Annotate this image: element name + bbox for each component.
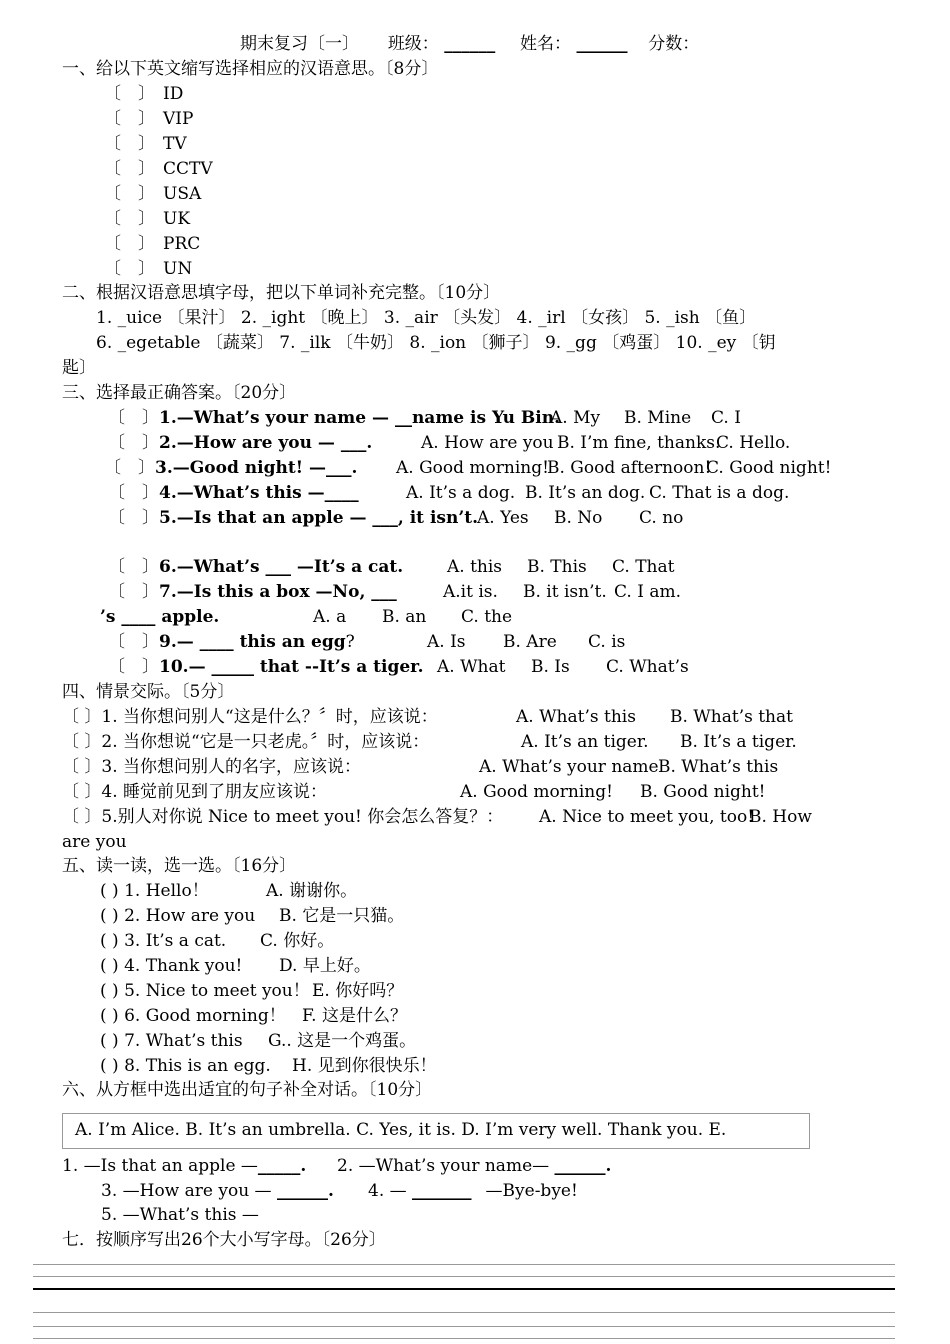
answer-bracket[interactable]: 〔 〕	[104, 209, 155, 229]
s6-dialogue-1: 1. —Is that an apple —_____.	[62, 1156, 307, 1176]
s3-question-6: 〔 〕6.—What’s ___ —It’s a cat.	[108, 557, 404, 577]
answer-bracket[interactable]: 〔 〕	[108, 582, 159, 602]
s3-q4-option-b: B. It’s an dog.	[525, 483, 646, 503]
s3-q5-option-c: C. no	[639, 508, 684, 528]
s3-question-7: 〔 〕7.—Is this a box —No, ___	[108, 582, 397, 602]
section-1-title: 一、给以下英文缩写选择相应的汉语意思。〔8分〕	[62, 59, 439, 79]
s3-q3-option-c: C. Good night!	[706, 458, 832, 478]
match-option: B. 它是一只猫。	[279, 906, 405, 926]
s6-blank-1[interactable]: _____.	[257, 1156, 307, 1176]
s3-q1-option-a: A. My	[550, 408, 601, 428]
name-blank[interactable]: ______	[576, 34, 628, 54]
match-option: C. 你好。	[260, 931, 335, 951]
s3-q8-option-b: B. an	[382, 607, 427, 627]
answer-bracket[interactable]: 〔 〕	[104, 134, 155, 154]
s4-q3-option-b: B. What’s this	[658, 757, 779, 777]
s3-question-5: 〔 〕5.—Is that an apple — ___, it isn’t.	[108, 508, 479, 528]
name-label: 姓名：	[520, 34, 572, 54]
s3-q1-option-b: B. Mine	[624, 408, 692, 428]
s4-q5-continued: are you	[62, 832, 127, 852]
s6-blank-3[interactable]: ______.	[276, 1181, 334, 1201]
s6-dialogue-5: 5. —What’s this —	[101, 1205, 259, 1225]
s3-q4-option-a: A. It’s a dog.	[406, 483, 516, 503]
match-item[interactable]: ( ) 4. Thank you!	[100, 956, 243, 976]
s4-q2-option-b: B. It’s a tiger.	[680, 732, 797, 752]
answer-bracket[interactable]: 〔 〕	[108, 433, 159, 453]
answer-bracket[interactable]: 〔 〕	[108, 408, 159, 428]
s4-q1-option-b: B. What’s that	[670, 707, 793, 727]
answer-bracket[interactable]: 〔 〕	[108, 557, 159, 577]
match-item[interactable]: ( ) 8. This is an egg.	[100, 1056, 271, 1076]
answer-bracket[interactable]: 〔 〕	[104, 109, 155, 129]
s3-q6-option-b: B. This	[527, 557, 587, 577]
s3-q6-option-a: A. this	[447, 557, 503, 577]
s3-q7-option-c: C. I am.	[614, 582, 681, 602]
s3-q5-option-a: A. Yes	[477, 508, 529, 528]
abbreviation-item: PRC	[163, 234, 201, 254]
s3-q10-option-a: A. What	[437, 657, 506, 677]
s3-q8-option-a: A. a	[313, 607, 347, 627]
answer-options-text: A. I’m Alice. B. It’s an umbrella. C. Yes, it is. D. I’m very well. Thank you. E.	[75, 1120, 727, 1140]
s3-question-8: ’s ____ apple.	[100, 607, 220, 627]
s3-q2-option-c: C. Hello.	[716, 433, 791, 453]
s4-question-4[interactable]: 〔 〕4. 睡觉前见到了朋友应该说：	[62, 782, 328, 802]
worksheet-header	[240, 32, 699, 56]
s3-q8-option-c: C. the	[461, 607, 513, 627]
match-item[interactable]: ( ) 1. Hello！	[100, 881, 209, 901]
answer-options-box	[62, 1113, 810, 1149]
score-label: 分数：	[648, 34, 700, 54]
abbreviation-item: CCTV	[163, 159, 213, 179]
abbreviation-item: USA	[163, 184, 202, 204]
s3-question-9: 〔 〕9.— ____ this an egg?	[108, 632, 355, 652]
s4-q4-option-b: B. Good night!	[640, 782, 766, 802]
match-item[interactable]: ( ) 7. What’s this	[100, 1031, 243, 1051]
s3-q3-option-a: A. Good morning!	[396, 458, 549, 478]
answer-bracket[interactable]: 〔 〕	[104, 184, 155, 204]
s3-q9-option-c: C. is	[588, 632, 626, 652]
s3-q7-option-a: A.it is.	[443, 582, 498, 602]
s4-question-2[interactable]: 〔 〕2. 当你想说“它是一只老虎。〞时，应该说：	[62, 732, 430, 752]
writing-baseline	[33, 1288, 895, 1290]
answer-bracket[interactable]: 〔 〕	[108, 657, 159, 677]
s4-question-3[interactable]: 〔 〕3. 当你想问别人的名字，应该说：	[62, 757, 362, 777]
section-7-title: 七．按顺序写出26个大小写字母。〔26分〕	[62, 1230, 386, 1250]
s3-q5-option-b: B. No	[554, 508, 603, 528]
s3-q3-option-b: B. Good afternoon!	[547, 458, 712, 478]
s3-q2-option-a: A. How are you	[421, 433, 554, 453]
match-option: G.. 这是一个鸡蛋。	[268, 1031, 417, 1051]
answer-bracket[interactable]: 〔 〕	[108, 483, 159, 503]
s3-q2-option-b: B. I’m fine, thanks.	[557, 433, 721, 453]
writing-line	[33, 1338, 895, 1339]
writing-line	[33, 1276, 895, 1277]
s3-question-2: 〔 〕2.—How are you — ___.	[108, 433, 373, 453]
abbreviation-item: UN	[163, 259, 193, 279]
answer-bracket[interactable]: 〔 〕	[104, 259, 155, 279]
s6-dialogue-4: 4. — _______ —Bye-bye!	[368, 1181, 578, 1201]
s3-question-4: 〔 〕4.—What’s this —____	[108, 483, 359, 503]
s3-question-3: 〔 〕3.—Good night! —___.	[104, 458, 358, 478]
s4-q4-option-a: A. Good morning!	[460, 782, 613, 802]
section-5-title: 五、读一读，选一选。〔16分〕	[62, 856, 297, 876]
class-blank[interactable]: ______	[444, 34, 496, 54]
s4-q5-option-a: A. Nice to meet you, too!	[539, 807, 755, 827]
writing-line	[33, 1312, 895, 1313]
match-option: A. 谢谢你。	[266, 881, 358, 901]
s4-question-5[interactable]: 〔 〕5.别人对你说 Nice to meet you! 你会怎么答复？：	[62, 807, 504, 827]
section-4-title: 四、情景交际。〔5分〕	[62, 682, 235, 702]
s6-blank-2[interactable]: ______.	[554, 1156, 612, 1176]
s3-q7-option-b: B. it isn’t.	[523, 582, 607, 602]
s6-blank-4[interactable]: _______	[412, 1181, 472, 1201]
match-item[interactable]: ( ) 2. How are you	[100, 906, 256, 926]
section-2-title: 二、根据汉语意思填字母，把以下单词补充完整。〔10分〕	[62, 283, 501, 303]
s3-q9-option-b: B. Are	[503, 632, 557, 652]
s6-dialogue-2: 2. —What’s your name— ______.	[337, 1156, 612, 1176]
s4-q5-option-b: B. How	[749, 807, 812, 827]
abbreviation-item: UK	[163, 209, 191, 229]
s3-q10-option-b: B. Is	[531, 657, 570, 677]
s4-q2-option-a: A. It’s an tiger.	[521, 732, 649, 752]
answer-bracket[interactable]: 〔 〕	[104, 84, 155, 104]
s6-dialogue-3: 3. —How are you — ______.	[101, 1181, 334, 1201]
s3-question-1: 〔 〕1.—What’s your name — __name is Yu Bin.	[108, 408, 561, 428]
match-option: D. 早上好。	[279, 956, 371, 976]
answer-bracket[interactable]: 〔 〕	[108, 632, 159, 652]
worksheet-title: 期末复习〔一〕	[240, 34, 359, 54]
answer-bracket[interactable]: 〔 〕	[104, 458, 155, 478]
abbreviation-item: ID	[163, 84, 184, 104]
section-6-title: 六、从方框中选出适宜的句子补全对话。〔10分〕	[62, 1080, 433, 1100]
match-option: F. 这是什么？	[302, 1006, 407, 1026]
match-option: H. 见到你很快乐！	[292, 1056, 437, 1076]
answer-bracket[interactable]: 〔 〕	[104, 159, 155, 179]
answer-bracket[interactable]: 〔 〕	[104, 234, 155, 254]
answer-bracket[interactable]: 〔 〕	[108, 508, 159, 528]
section-2-line-2: 6. _egetable 〔蔬菜〕 7. _ilk 〔牛奶〕 8. _ion 〔狮子〕 9. _gg 〔鸡蛋〕 10. _ey 〔钥	[96, 333, 776, 353]
s3-q6-option-c: C. That	[612, 557, 675, 577]
section-2-line-1: 1. _uice 〔果汁〕 2. _ight 〔晚上〕 3. _air 〔头发〕 4. _irl 〔女孩〕 5. _ish 〔鱼〕	[96, 308, 757, 328]
match-item[interactable]: ( ) 6. Good morning！	[100, 1006, 286, 1026]
s3-q10-option-c: C. What’s	[606, 657, 689, 677]
s3-q9-option-a: A. Is	[427, 632, 466, 652]
s3-question-10: 〔 〕10.— _____ that --It’s a tiger.	[108, 657, 424, 677]
section-3-title: 三、选择最正确答案。〔20分〕	[62, 383, 297, 403]
abbreviation-item: VIP	[163, 109, 194, 129]
s4-question-1[interactable]: 〔 〕1. 当你想问别人“这是什么？〞时，应该说：	[62, 707, 438, 727]
match-option: E. 你好吗？	[312, 981, 404, 1001]
writing-line	[33, 1326, 895, 1327]
class-label: 班级：	[387, 34, 439, 54]
match-item[interactable]: ( ) 3. It’s a cat.	[100, 931, 227, 951]
match-item[interactable]: ( ) 5. Nice to meet you！	[100, 981, 310, 1001]
s3-q1-option-c: C. I	[711, 408, 741, 428]
abbreviation-item: TV	[163, 134, 187, 154]
s4-q1-option-a: A. What’s this	[516, 707, 636, 727]
s4-q3-option-a: A. What’s your name	[479, 757, 659, 777]
s3-q4-option-c: C. That is a dog.	[649, 483, 790, 503]
writing-line	[33, 1264, 895, 1265]
section-2-line-3: 匙〕	[62, 358, 96, 378]
